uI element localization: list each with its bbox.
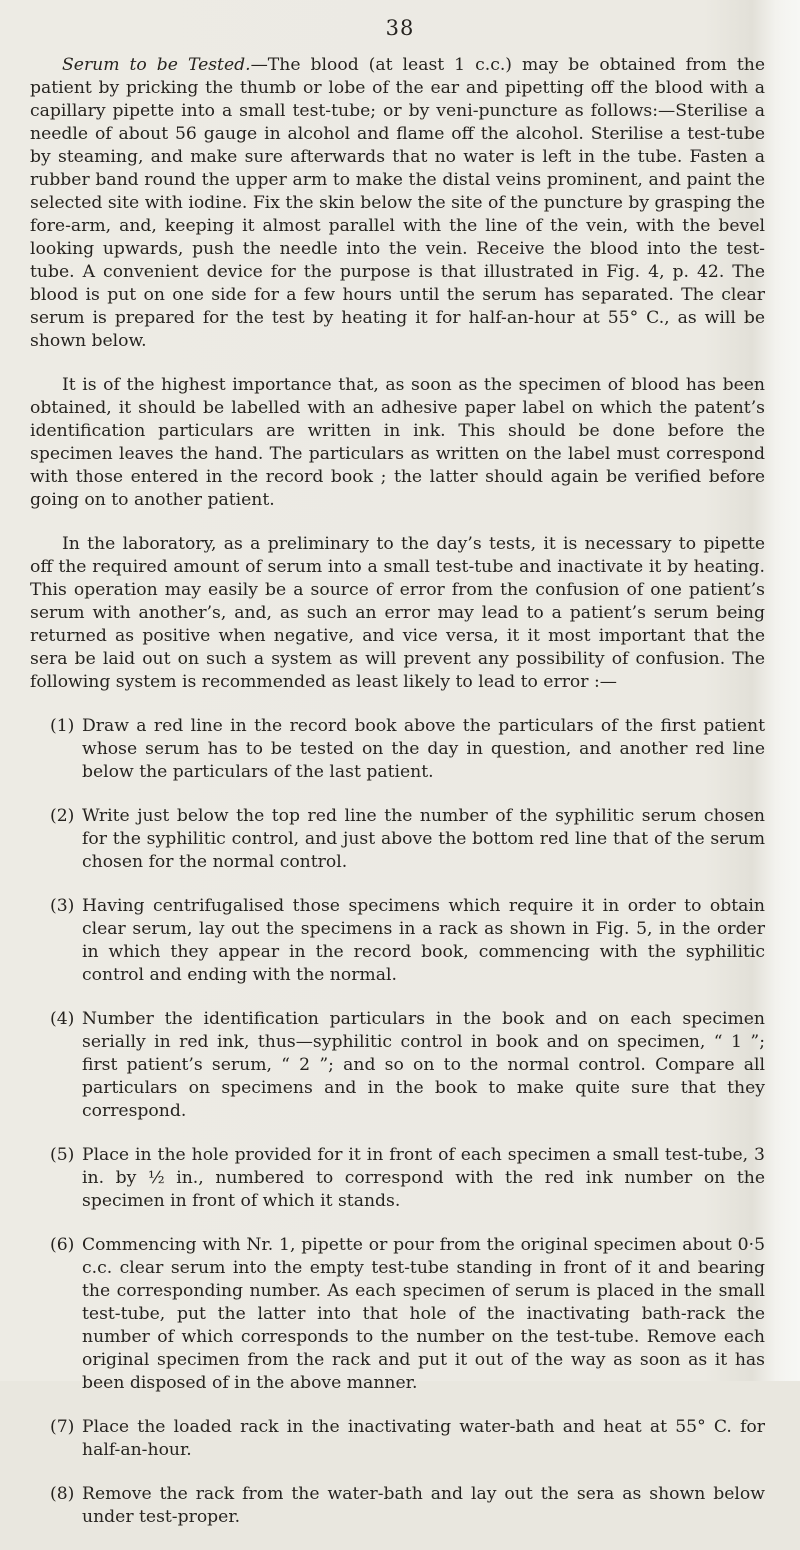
procedure-step [30,895,765,987]
step-text: Write just below the top red line the number of the syphilitic serum chosen for the syphilitic control, and just above the bottom red line that of the serum chosen for the normal control. [82,806,765,872]
page-body [30,54,765,1550]
procedure-step [30,1008,765,1123]
step-text: Place the loaded rack in the inactivating water-bath and heat at 55° C. for half-an-hour. [82,1417,765,1460]
step-number: (4) [50,1009,75,1029]
step-number: (2) [50,806,75,826]
procedure-steps-list [30,715,765,1529]
step-number: (3) [50,896,75,916]
paragraph-labelling [30,374,765,512]
step-text: Draw a red line in the record book above the particulars of the first patient whose serum has to be tested on the day in question, and another red line below the particulars of the last patient. [82,716,765,782]
step-text: Remove the rack from the water-bath and lay out the sera as shown below under test-proper. [82,1484,765,1527]
step-number: (7) [50,1417,75,1437]
step-number: (6) [50,1235,75,1255]
procedure-step [30,1144,765,1213]
step-text: Commencing with Nr. 1, pipette or pour from the original specimen about 0·5 c.c. clear serum into the empty test-tube standing in front of it and bearing the corresponding number. As each specimen of serum is placed in the small test-tube, put the latter into that hole of the inactivating bath-rack the number of which corresponds to the number on the test-tube. Remove each original specimen from the rack and put it out of the way as soon as it has been disposed of in the above manner. [82,1235,765,1393]
step-text: Having centrifugalised those specimens which require it in order to obtain clear serum, lay out the specimens in a rack as shown in Fig. 5, in the order in which they appear in the record book, commencing with the syphilitic control and ending with the normal. [82,896,765,985]
paragraph-text: It is of the highest importance that, as soon as the specimen of blood has been obtained, it should be labelled with an adhesive paper label on which the patent’s identification particulars are written in ink. This should be done before the specimen leaves the hand. The particulars as written on the label must correspond with those entered in the record book ; the latter should again be verified before going on to another patient. [30,375,765,510]
procedure-step [30,1416,765,1462]
procedure-step [30,715,765,784]
page-edge-shadow [778,0,800,1381]
procedure-step [30,1483,765,1529]
procedure-step [30,1234,765,1395]
step-number: (8) [50,1484,75,1504]
paragraph-laboratory [30,533,765,694]
page-number: 38 [385,16,415,40]
paragraph-serum-to-be-tested [30,54,765,353]
paragraph-lead-heading: Serum to be Tested. [62,55,251,75]
procedure-step [30,805,765,874]
step-text: Place in the hole provided for it in front of each specimen a small test-tube, 3 in. by ½ in., numbered to correspond with the red ink number on the specimen in front of which it stands. [82,1145,765,1211]
step-text: Number the identification particulars in the book and on each specimen serially in red ink, thus—syphilitic control in book and on specimen, “ 1 ”; first patient’s serum, “ 2 ”; and so on to the normal control. Compare all particulars on specimens and in the book to make quite sure that they correspond. [82,1009,765,1121]
paragraph-text: In the laboratory, as a preliminary to the day’s tests, it is necessary to pipette off the required amount of serum into a small test-tube and inactivate it by heating. This operation may easily be a source of error from the confusion of one patient’s serum with another’s, and, as such an error may lead to a patient’s serum being returned as positive when negative, and vice versa, it it most important that the sera be laid out on such a system as will prevent any possibility of confusion. The following system is recommended as least likely to lead to error :— [30,534,765,692]
step-number: (5) [50,1145,75,1165]
step-number: (1) [50,716,75,736]
paragraph-text: —The blood (at least 1 c.c.) may be obtained from the patient by pricking the thumb or lobe of the ear and pipetting off the blood with a capillary pipette into a small test-tube; or by veni-puncture as follows:—Sterilise a needle of about 56 gauge in alcohol and flame off the alcohol. Sterilise a test-tube by steaming, and make sure afterwards that no water is left in the tube. Fasten a rubber band round the upper arm to make the distal veins prominent, and paint the selected site with iodine. Fix the skin below the site of the puncture by grasping the fore-arm, and, keeping it almost parallel with the line of the vein, with the bevel looking upwards, push the needle into the vein. Receive the blood into the test-tube. A convenient device for the purpose is that illustrated in Fig. 4, p. 42. The blood is put on one side for a few hours until the serum has separated. The clear serum is prepared for the test by heating it for half-an-hour at 55° C., as will be shown below. [30,55,765,351]
